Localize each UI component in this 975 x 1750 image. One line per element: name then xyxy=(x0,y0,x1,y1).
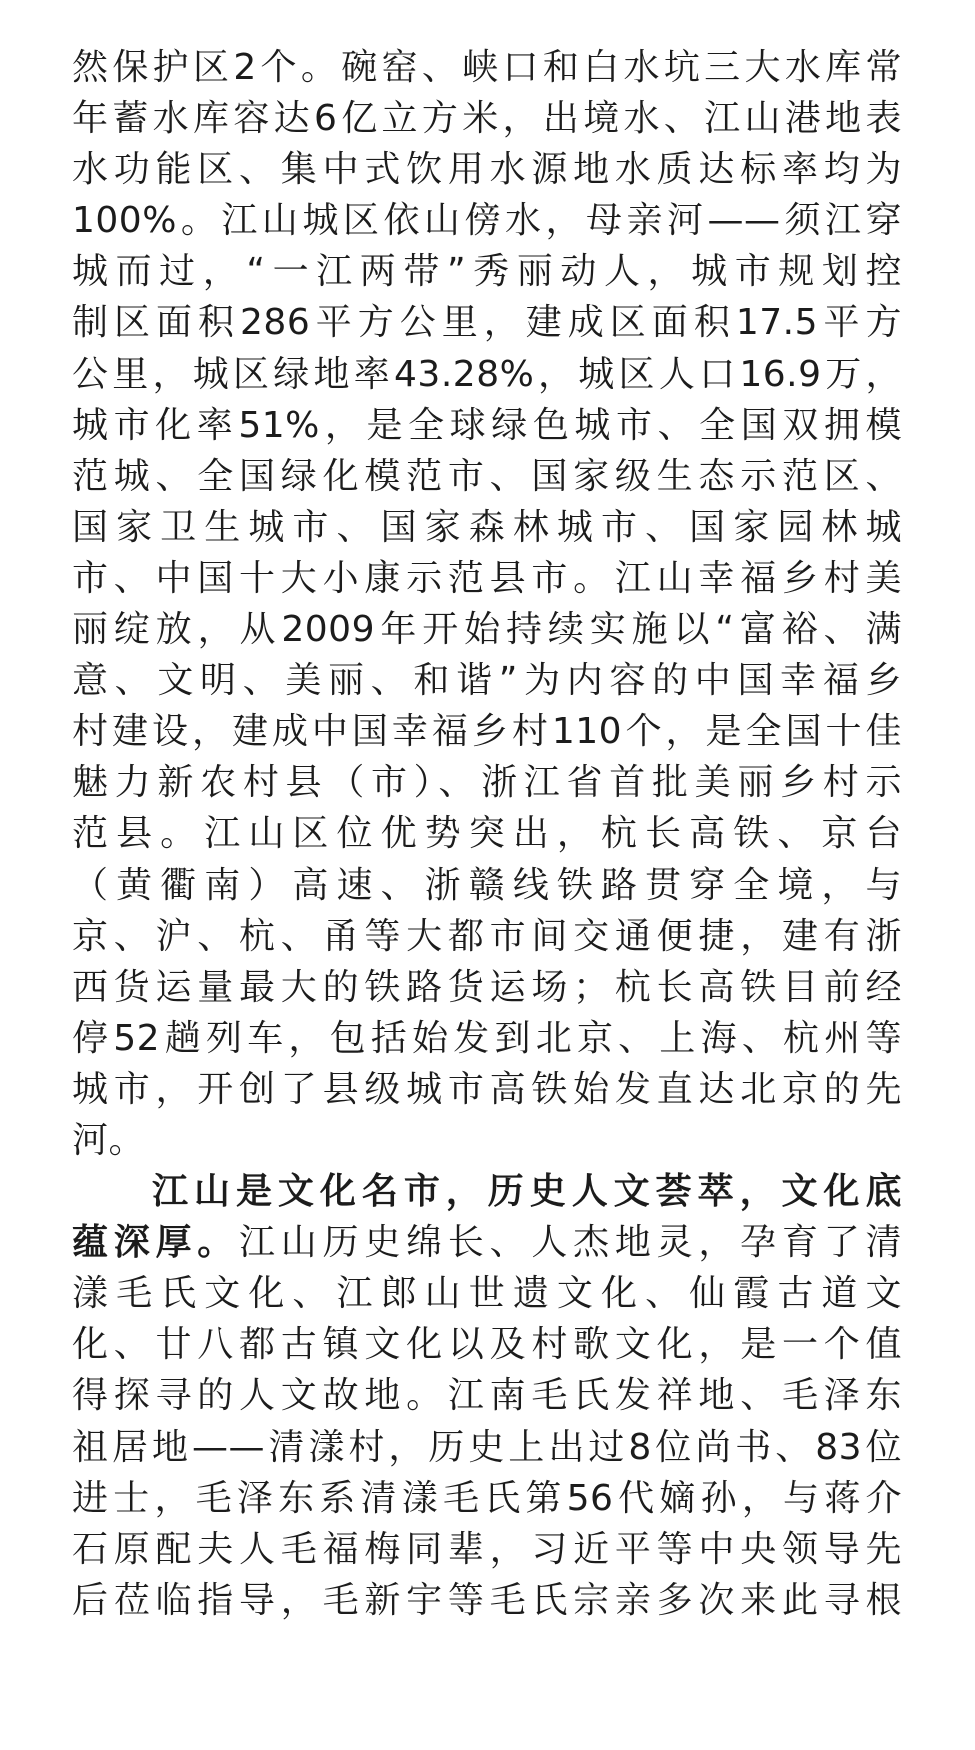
text-line: 丽绽放，从2009年开始持续实施以“富裕、满 xyxy=(72,609,902,651)
text-line: 城而过，“一江两带”秀丽动人，城市规划控 xyxy=(72,251,902,293)
text-line: 西货运量最大的铁路货运场；杭长高铁目前经 xyxy=(72,966,902,1008)
text-line: 村建设，建成中国幸福乡村110个，是全国十佳 xyxy=(72,711,902,753)
text-line: 后莅临指导，毛新宇等毛氏宗亲多次来此寻根 xyxy=(72,1579,902,1621)
text-line: 市、中国十大小康示范县市。江山幸福乡村美 xyxy=(72,557,902,599)
text-line: 石原配夫人毛福梅同辈，习近平等中央领导先 xyxy=(72,1528,902,1570)
text-line: 年蓄水库容达6亿立方米，出境水、江山港地表 xyxy=(72,98,902,140)
text-line: （黄衢南）高速、浙赣线铁路贯穿全境，与 xyxy=(72,864,902,906)
text-line: 制区面积286平方公里，建成区面积17.5平方 xyxy=(72,302,902,344)
text-line: 范县。江山区位优势突出，杭长高铁、京台 xyxy=(72,813,902,855)
text-line: 然保护区2个。碗窑、峡口和白水坑三大水库常 xyxy=(72,47,902,88)
text-line: 城市，开创了县级城市高铁始发直达北京的先 xyxy=(72,1068,902,1110)
text-line: 魅力新农村县（市）、浙江省首批美丽乡村示 xyxy=(72,762,902,804)
text-line: 停52趟列车，包括始发到北京、上海、杭州等 xyxy=(72,1017,902,1059)
text-line: 公里，城区绿地率43.28%，城区人口16.9万， xyxy=(72,353,902,395)
text-line: 范城、全国绿化模范市、国家级生态示范区、 xyxy=(72,455,902,497)
text-line: 化、廿八都古镇文化以及村歌文化，是一个值 xyxy=(72,1324,902,1366)
paragraph-culture xyxy=(72,1166,975,1626)
text-line xyxy=(72,1217,902,1268)
text-line: 国家卫生城市、国家森林城市、国家园林城 xyxy=(72,506,902,548)
paragraph-heading: 江山是文化名市，历史人文荟萃，文化底 xyxy=(152,1171,902,1213)
text-line: 得探寻的人文故地。江南毛氏发祥地、毛泽东 xyxy=(72,1375,902,1417)
text-line: 漾毛氏文化、江郎山世遗文化、仙霞古道文 xyxy=(72,1273,902,1315)
text-line: 100%。江山城区依山傍水，母亲河——须江穿 xyxy=(72,200,902,242)
text-line: 水功能区、集中式饮用水源地水质达标率均为 xyxy=(72,149,902,191)
text-line: 意、文明、美丽、和谐”为内容的中国幸福乡 xyxy=(72,660,902,702)
text-segment: 江山历史绵长、人杰地灵，孕育了清 xyxy=(239,1222,902,1264)
paragraph-heading-end: 蕴深厚。 xyxy=(72,1222,240,1264)
text-line: 祖居地——清漾村，历史上出过8位尚书、83位 xyxy=(72,1426,902,1468)
text-line: 河。 xyxy=(72,1119,146,1161)
text-line: 城市化率51%，是全球绿色城市、全国双拥模 xyxy=(72,404,902,446)
paragraph-ecology xyxy=(72,42,975,1166)
text-line: 京、沪、杭、甬等大都市间交通便捷，建有浙 xyxy=(72,915,902,957)
text-line: 进士，毛泽东系清漾毛氏第56代嫡孙，与蒋介 xyxy=(72,1477,902,1519)
